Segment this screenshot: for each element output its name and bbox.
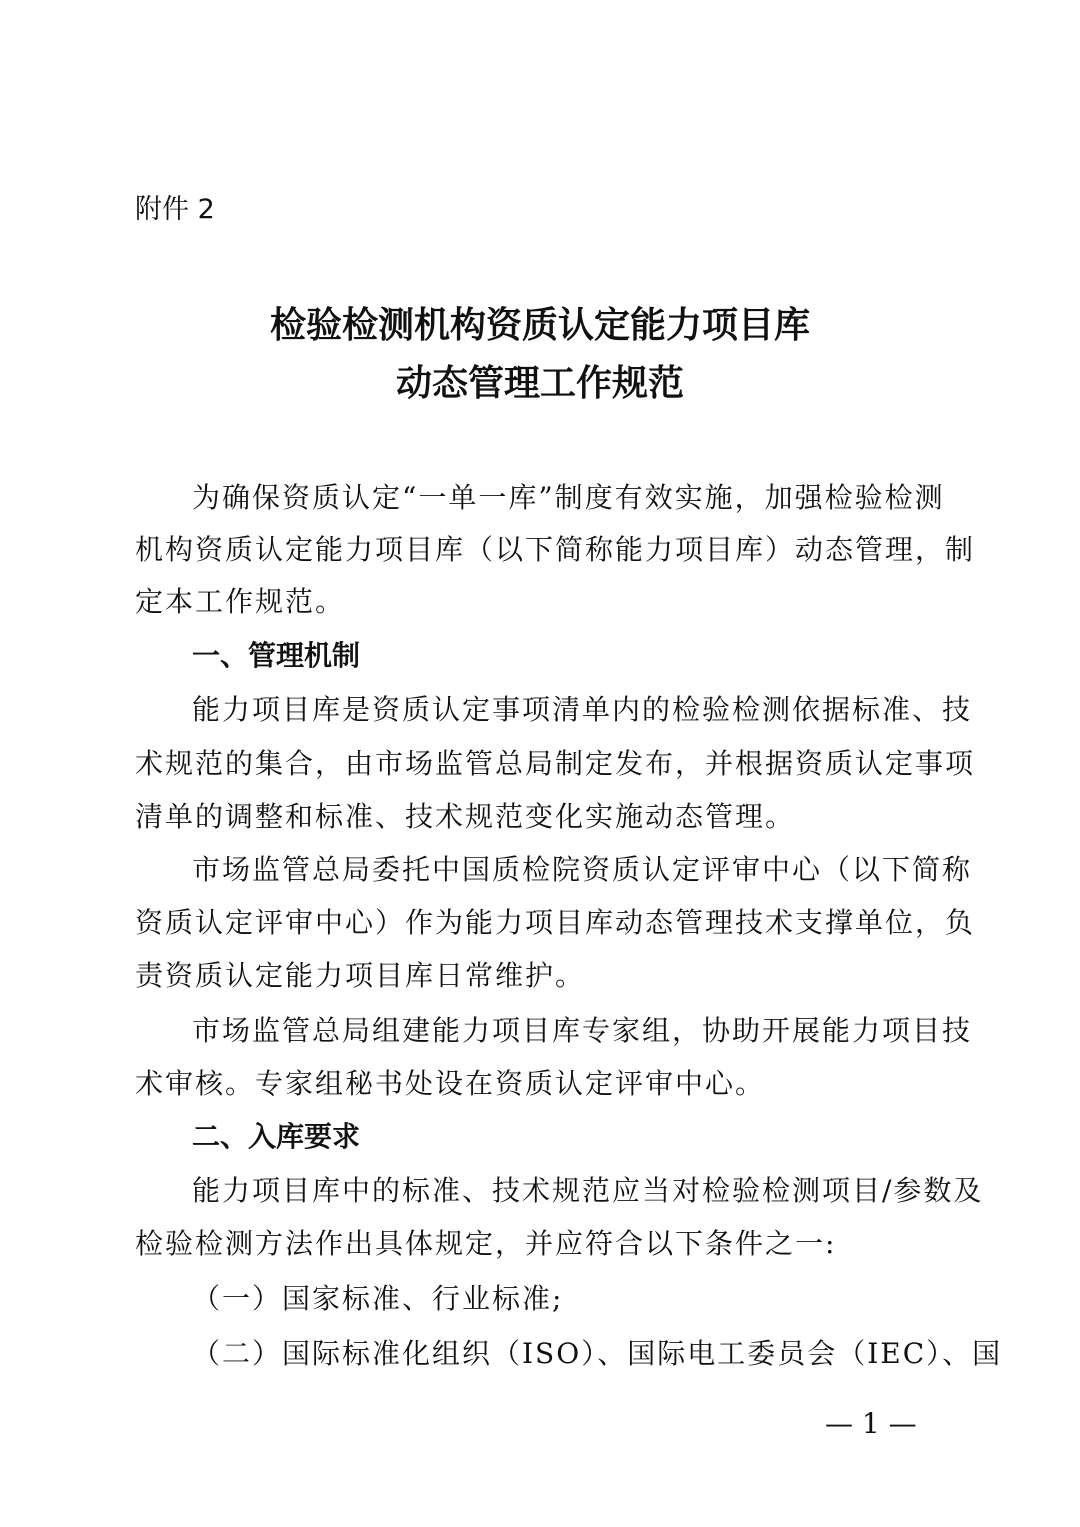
- paragraph-line: 清单的调整和标准、技术规范变化实施动态管理。: [135, 800, 796, 833]
- paragraph-line: 责资质认定能力项目库日常维护。: [135, 959, 586, 992]
- paragraph-line: 市场监管总局组建能力项目库专家组，协助开展能力项目技: [192, 1014, 973, 1047]
- list-item: （一）国家标准、行业标准;: [192, 1282, 564, 1315]
- section-heading-2: 二、入库要求: [192, 1120, 361, 1153]
- document-title-line-1: 检验检测机构资质认定能力项目库: [269, 304, 810, 346]
- paragraph-line: 资质认定评审中心）作为能力项目库动态管理技术支撑单位，负: [135, 906, 976, 939]
- list-item: （二）国际标准化组织（ISO）、国际电工委员会（IEC）、国: [192, 1337, 1003, 1370]
- paragraph-line: 定本工作规范。: [135, 585, 346, 618]
- paragraph-line: 机构资质认定能力项目库（以下简称能力项目库）动态管理，制: [135, 533, 976, 566]
- document-title-line-2: 动态管理工作规范: [395, 362, 684, 404]
- paragraph-line: 为确保资质认定“一单一库”制度有效实施，加强检验检测: [192, 481, 945, 514]
- paragraph-line: 检验检测方法作出具体规定，并应符合以下条件之一:: [135, 1227, 837, 1260]
- attachment-label: 附件 2: [135, 194, 215, 225]
- paragraph-line: 术规范的集合，由市场监管总局制定发布，并根据资质认定事项: [135, 747, 976, 780]
- paragraph-line: 市场监管总局委托中国质检院资质认定评审中心（以下简称: [192, 853, 973, 886]
- paragraph-line: 能力项目库是资质认定事项清单内的检验检测依据标准、技: [192, 693, 973, 726]
- section-heading-1: 一、管理机制: [192, 639, 361, 672]
- paragraph-line: 术审核。专家组秘书处设在资质认定评审中心。: [135, 1067, 766, 1100]
- page-number: — 1 —: [825, 1407, 917, 1440]
- paragraph-line: 能力项目库中的标准、技术规范应当对检验检测项目/参数及: [192, 1174, 984, 1207]
